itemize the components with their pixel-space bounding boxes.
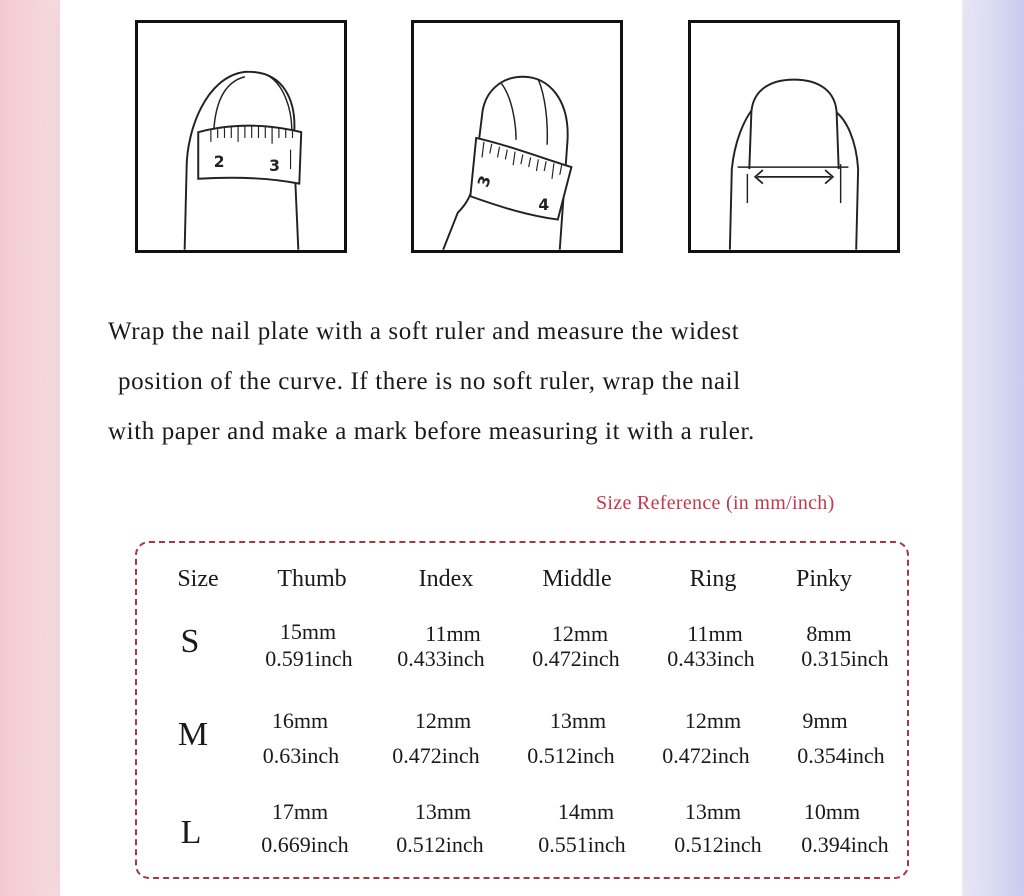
table-cell: 0.315inch [801, 646, 889, 671]
table-cell: 0.472inch [662, 743, 750, 768]
header-thumb: Thumb [277, 566, 347, 592]
size-label-m: M [177, 716, 209, 753]
table-cell: 12mm [551, 621, 609, 646]
table-cell: 9mm [802, 708, 848, 733]
header-size: Size [177, 566, 219, 592]
table-cell: 10mm [803, 799, 861, 824]
table-cell: 11mm [425, 621, 481, 646]
table-cell: 0.551inch [538, 832, 626, 857]
table-cell: 0.354inch [797, 743, 885, 768]
table-cell: 17mm [271, 799, 329, 824]
nail-width-illustration [688, 20, 900, 253]
table-cell: 16mm [271, 708, 329, 733]
table-cell: 0.669inch [261, 832, 349, 857]
thumb-ruler-illustration [135, 20, 347, 253]
table-cell: 14mm [557, 799, 615, 824]
ruler-number-4: 4 [538, 195, 550, 214]
header-ring: Ring [689, 566, 737, 592]
table-cell: 8mm [806, 621, 852, 646]
table-cell: 0.512inch [396, 832, 484, 857]
table-cell: 15mm [279, 619, 337, 644]
table-cell: 0.63inch [262, 743, 340, 768]
ruler-number-3: 3 [474, 173, 495, 190]
table-cell: 13mm [549, 708, 607, 733]
table-cell: 0.433inch [667, 646, 755, 671]
table-cell: 0.433inch [397, 646, 485, 671]
finger-ruler-illustration [411, 20, 623, 253]
table-cell: 13mm [684, 799, 742, 824]
header-pinky: Pinky [795, 566, 853, 592]
table-cell: 0.512inch [527, 743, 615, 768]
table-cell: 0.512inch [674, 832, 762, 857]
table-cell: 0.394inch [801, 832, 889, 857]
table-cell: 12mm [684, 708, 742, 733]
table-cell: 13mm [414, 799, 472, 824]
table-cell: 0.472inch [532, 646, 620, 671]
instruction-line-1: Wrap the nail plate with a soft ruler and measure the widest [108, 318, 740, 345]
header-index: Index [418, 566, 474, 592]
ruler-number-3: 3 [269, 156, 280, 175]
table-cell: 12mm [414, 708, 472, 733]
table-cell: 0.472inch [392, 743, 480, 768]
table-cell: 0.591inch [265, 646, 353, 671]
header-middle: Middle [542, 566, 612, 592]
instruction-line-2: position of the curve. If there is no soft ruler, wrap the nail [118, 368, 741, 395]
size-table-border [135, 541, 909, 879]
ruler-number-2: 2 [213, 153, 225, 172]
size-reference-caption: Size Reference (in mm/inch) [596, 492, 835, 514]
table-cell: 11mm [687, 621, 743, 646]
size-label-s: S [180, 623, 200, 660]
instruction-line-3: with paper and make a mark before measuring it with a ruler. [108, 418, 755, 445]
size-label-l: L [180, 814, 202, 851]
